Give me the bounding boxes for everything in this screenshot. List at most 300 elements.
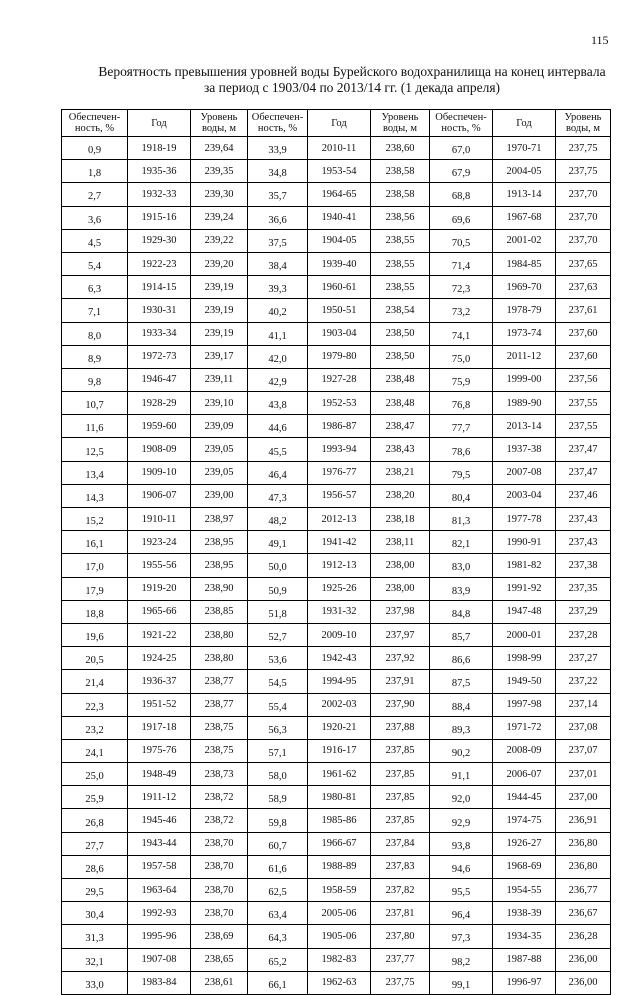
- probability-cell: 50,9: [248, 577, 308, 600]
- year-cell: 1906-07: [128, 484, 191, 507]
- year-cell: 1934-35: [493, 925, 556, 948]
- probability-cell: 19,6: [62, 623, 128, 646]
- water-level-cell: 238,80: [191, 623, 248, 646]
- probability-table: [61, 109, 611, 995]
- water-level-cell: 237,56: [556, 368, 611, 391]
- year-cell: 1968-69: [493, 855, 556, 878]
- water-level-cell: 237,55: [556, 392, 611, 415]
- year-cell: 1974-75: [493, 809, 556, 832]
- year-cell: 1952-53: [308, 392, 371, 415]
- water-level-cell: 239,19: [191, 276, 248, 299]
- water-level-cell: 237,55: [556, 415, 611, 438]
- year-cell: 1942-43: [308, 647, 371, 670]
- table-row: [62, 623, 611, 646]
- table-row: [62, 137, 611, 160]
- year-cell: 1978-79: [493, 299, 556, 322]
- probability-cell: 70,5: [430, 229, 493, 252]
- probability-cell: 50,0: [248, 554, 308, 577]
- table-row: [62, 600, 611, 623]
- water-level-cell: 237,43: [556, 531, 611, 554]
- table-row: [62, 577, 611, 600]
- year-cell: 1980-81: [308, 786, 371, 809]
- year-cell: 1981-82: [493, 554, 556, 577]
- water-level-cell: 239,05: [191, 461, 248, 484]
- water-level-cell: 238,72: [191, 809, 248, 832]
- water-level-cell: 237,14: [556, 693, 611, 716]
- year-cell: 1951-52: [128, 693, 191, 716]
- probability-cell: 46,4: [248, 461, 308, 484]
- probability-cell: 97,3: [430, 925, 493, 948]
- year-cell: 1954-55: [493, 879, 556, 902]
- table-row: [62, 948, 611, 971]
- probability-cell: 83,9: [430, 577, 493, 600]
- probability-cell: 63,4: [248, 902, 308, 925]
- year-cell: 1917-18: [128, 716, 191, 739]
- table-row: [62, 252, 611, 275]
- year-cell: 2012-13: [308, 508, 371, 531]
- table-row: [62, 276, 611, 299]
- water-level-cell: 238,11: [371, 531, 430, 554]
- table-row: [62, 971, 611, 994]
- table-row: [62, 739, 611, 762]
- table-row: [62, 670, 611, 693]
- probability-cell: 90,2: [430, 739, 493, 762]
- probability-cell: 82,1: [430, 531, 493, 554]
- water-level-cell: 237,47: [556, 461, 611, 484]
- probability-cell: 80,4: [430, 484, 493, 507]
- probability-cell: 37,5: [248, 229, 308, 252]
- probability-cell: 3,6: [62, 206, 128, 229]
- table-row: [62, 763, 611, 786]
- water-level-cell: 237,80: [371, 925, 430, 948]
- water-level-cell: 237,75: [556, 160, 611, 183]
- probability-cell: 87,5: [430, 670, 493, 693]
- year-cell: 1933-34: [128, 322, 191, 345]
- water-level-cell: 237,70: [556, 229, 611, 252]
- water-level-cell: 237,28: [556, 623, 611, 646]
- probability-cell: 24,1: [62, 739, 128, 762]
- water-level-cell: 237,83: [371, 855, 430, 878]
- water-level-cell: 238,58: [371, 160, 430, 183]
- year-cell: 1985-86: [308, 809, 371, 832]
- water-level-cell: 238,90: [191, 577, 248, 600]
- table-row: [62, 902, 611, 925]
- probability-cell: 72,3: [430, 276, 493, 299]
- probability-cell: 77,7: [430, 415, 493, 438]
- probability-cell: 58,0: [248, 763, 308, 786]
- water-level-cell: 237,91: [371, 670, 430, 693]
- water-level-cell: 237,35: [556, 577, 611, 600]
- year-cell: 1991-92: [493, 577, 556, 600]
- year-cell: 1955-56: [128, 554, 191, 577]
- year-cell: 1946-47: [128, 368, 191, 391]
- year-cell: 1976-77: [308, 461, 371, 484]
- probability-cell: 39,3: [248, 276, 308, 299]
- probability-cell: 34,8: [248, 160, 308, 183]
- water-level-cell: 239,22: [191, 229, 248, 252]
- year-cell: 1979-80: [308, 345, 371, 368]
- table-row: [62, 832, 611, 855]
- water-level-cell: 237,75: [371, 971, 430, 994]
- probability-cell: 68,8: [430, 183, 493, 206]
- probability-cell: 45,5: [248, 438, 308, 461]
- year-cell: 2000-01: [493, 623, 556, 646]
- water-level-cell: 237,97: [371, 623, 430, 646]
- probability-cell: 59,8: [248, 809, 308, 832]
- table-row: [62, 879, 611, 902]
- year-cell: 1913-14: [493, 183, 556, 206]
- water-level-cell: 238,55: [371, 276, 430, 299]
- year-cell: 1950-51: [308, 299, 371, 322]
- year-cell: 1999-00: [493, 368, 556, 391]
- probability-cell: 75,0: [430, 345, 493, 368]
- year-cell: 1989-90: [493, 392, 556, 415]
- table-row: [62, 786, 611, 809]
- water-level-cell: 237,47: [556, 438, 611, 461]
- table-body: [62, 137, 611, 995]
- year-cell: 1905-06: [308, 925, 371, 948]
- water-level-cell: 238,20: [371, 484, 430, 507]
- year-cell: 1922-23: [128, 252, 191, 275]
- water-level-cell: 239,05: [191, 438, 248, 461]
- year-cell: 2007-08: [493, 461, 556, 484]
- water-level-cell: 237,85: [371, 809, 430, 832]
- table-row: [62, 322, 611, 345]
- year-cell: 1966-67: [308, 832, 371, 855]
- probability-cell: 26,8: [62, 809, 128, 832]
- probability-cell: 23,2: [62, 716, 128, 739]
- year-cell: 1958-59: [308, 879, 371, 902]
- probability-cell: 22,3: [62, 693, 128, 716]
- water-level-cell: 237,27: [556, 647, 611, 670]
- probability-cell: 52,7: [248, 623, 308, 646]
- year-cell: 2010-11: [308, 137, 371, 160]
- probability-cell: 4,5: [62, 229, 128, 252]
- water-level-cell: 239,35: [191, 160, 248, 183]
- water-level-cell: 238,70: [191, 832, 248, 855]
- year-cell: 1994-95: [308, 670, 371, 693]
- table-row: [62, 345, 611, 368]
- year-cell: 1916-17: [308, 739, 371, 762]
- probability-cell: 95,5: [430, 879, 493, 902]
- year-cell: 1988-89: [308, 855, 371, 878]
- year-cell: 1990-91: [493, 531, 556, 554]
- table-row: [62, 368, 611, 391]
- year-cell: 1945-46: [128, 809, 191, 832]
- probability-cell: 21,4: [62, 670, 128, 693]
- year-cell: 1967-68: [493, 206, 556, 229]
- water-level-cell: 237,22: [556, 670, 611, 693]
- probability-cell: 92,0: [430, 786, 493, 809]
- probability-cell: 2,7: [62, 183, 128, 206]
- probability-cell: 58,9: [248, 786, 308, 809]
- year-cell: 1940-41: [308, 206, 371, 229]
- water-level-cell: 238,75: [191, 716, 248, 739]
- header-probability: Обеспечен-ность, %: [62, 110, 128, 137]
- water-level-cell: 237,98: [371, 600, 430, 623]
- probability-cell: 5,4: [62, 252, 128, 275]
- water-level-cell: 239,24: [191, 206, 248, 229]
- year-cell: 1956-57: [308, 484, 371, 507]
- water-level-cell: 238,85: [191, 600, 248, 623]
- year-cell: 1923-24: [128, 531, 191, 554]
- year-cell: 1983-84: [128, 971, 191, 994]
- probability-cell: 6,3: [62, 276, 128, 299]
- water-level-cell: 239,64: [191, 137, 248, 160]
- year-cell: 2011-12: [493, 345, 556, 368]
- title-line-1: Вероятность превышения уровней воды Бурейского водохранилища на конец интервала: [98, 64, 606, 79]
- water-level-cell: 238,55: [371, 229, 430, 252]
- year-cell: 1962-63: [308, 971, 371, 994]
- table-row: [62, 229, 611, 252]
- year-cell: 1930-31: [128, 299, 191, 322]
- table-row: [62, 809, 611, 832]
- water-level-cell: 237,01: [556, 763, 611, 786]
- probability-cell: 75,9: [430, 368, 493, 391]
- probability-cell: 48,2: [248, 508, 308, 531]
- year-cell: 1903-04: [308, 322, 371, 345]
- year-cell: 1939-40: [308, 252, 371, 275]
- year-cell: 1909-10: [128, 461, 191, 484]
- water-level-cell: 237,92: [371, 647, 430, 670]
- probability-cell: 20,5: [62, 647, 128, 670]
- table-row: [62, 508, 611, 531]
- year-cell: 1971-72: [493, 716, 556, 739]
- year-cell: 1953-54: [308, 160, 371, 183]
- year-cell: 1941-42: [308, 531, 371, 554]
- probability-cell: 36,6: [248, 206, 308, 229]
- water-level-cell: 238,73: [191, 763, 248, 786]
- water-level-cell: 238,72: [191, 786, 248, 809]
- probability-cell: 62,5: [248, 879, 308, 902]
- probability-cell: 99,1: [430, 971, 493, 994]
- water-level-cell: 237,38: [556, 554, 611, 577]
- table-row: [62, 716, 611, 739]
- water-level-cell: 236,91: [556, 809, 611, 832]
- header-row: [62, 110, 611, 137]
- year-cell: 1928-29: [128, 392, 191, 415]
- water-level-cell: 238,21: [371, 461, 430, 484]
- water-level-cell: 237,70: [556, 206, 611, 229]
- table-row: [62, 438, 611, 461]
- probability-cell: 57,1: [248, 739, 308, 762]
- probability-cell: 92,9: [430, 809, 493, 832]
- probability-cell: 33,0: [62, 971, 128, 994]
- probability-cell: 13,4: [62, 461, 128, 484]
- year-cell: 1960-61: [308, 276, 371, 299]
- water-level-cell: 236,80: [556, 832, 611, 855]
- year-cell: 1904-05: [308, 229, 371, 252]
- header-water-level: Уровень воды, м: [556, 110, 611, 137]
- table-row: [62, 925, 611, 948]
- probability-cell: 96,4: [430, 902, 493, 925]
- water-level-cell: 237,07: [556, 739, 611, 762]
- probability-cell: 67,9: [430, 160, 493, 183]
- year-cell: 1924-25: [128, 647, 191, 670]
- water-level-cell: 239,17: [191, 345, 248, 368]
- year-cell: 1938-39: [493, 902, 556, 925]
- probability-cell: 43,8: [248, 392, 308, 415]
- probability-cell: 54,5: [248, 670, 308, 693]
- year-cell: 1987-88: [493, 948, 556, 971]
- water-level-cell: 238,70: [191, 879, 248, 902]
- water-level-cell: 238,18: [371, 508, 430, 531]
- table-title: [60, 64, 640, 96]
- year-cell: 1931-32: [308, 600, 371, 623]
- header-water-level: Уровень воды, м: [371, 110, 430, 137]
- year-cell: 1996-97: [493, 971, 556, 994]
- water-level-cell: 238,00: [371, 554, 430, 577]
- probability-cell: 31,3: [62, 925, 128, 948]
- probability-cell: 28,6: [62, 855, 128, 878]
- water-level-cell: 238,47: [371, 415, 430, 438]
- year-cell: 2001-02: [493, 229, 556, 252]
- probability-cell: 85,7: [430, 623, 493, 646]
- table-row: [62, 647, 611, 670]
- year-cell: 1948-49: [128, 763, 191, 786]
- water-level-cell: 236,77: [556, 879, 611, 902]
- water-level-cell: 237,88: [371, 716, 430, 739]
- water-level-cell: 238,58: [371, 183, 430, 206]
- probability-cell: 27,7: [62, 832, 128, 855]
- probability-cell: 16,1: [62, 531, 128, 554]
- year-cell: 1977-78: [493, 508, 556, 531]
- year-cell: 1912-13: [308, 554, 371, 577]
- water-level-cell: 237,75: [556, 137, 611, 160]
- probability-cell: 71,4: [430, 252, 493, 275]
- water-level-cell: 239,20: [191, 252, 248, 275]
- year-cell: 1947-48: [493, 600, 556, 623]
- year-cell: 1993-94: [308, 438, 371, 461]
- water-level-cell: 238,97: [191, 508, 248, 531]
- water-level-cell: 238,77: [191, 693, 248, 716]
- probability-cell: 42,9: [248, 368, 308, 391]
- year-cell: 2013-14: [493, 415, 556, 438]
- probability-cell: 98,2: [430, 948, 493, 971]
- water-level-cell: 237,70: [556, 183, 611, 206]
- water-level-cell: 239,19: [191, 299, 248, 322]
- header-probability: Обеспечен-ность, %: [430, 110, 493, 137]
- water-level-cell: 239,19: [191, 322, 248, 345]
- probability-cell: 40,2: [248, 299, 308, 322]
- page-number: 115: [591, 33, 609, 47]
- header-water-level: Уровень воды, м: [191, 110, 248, 137]
- probability-cell: 76,8: [430, 392, 493, 415]
- probability-cell: 61,6: [248, 855, 308, 878]
- probability-cell: 88,4: [430, 693, 493, 716]
- year-cell: 1973-74: [493, 322, 556, 345]
- water-level-cell: 236,80: [556, 855, 611, 878]
- water-level-cell: 238,70: [191, 855, 248, 878]
- year-cell: 1919-20: [128, 577, 191, 600]
- water-level-cell: 237,29: [556, 600, 611, 623]
- water-level-cell: 237,65: [556, 252, 611, 275]
- year-cell: 1965-66: [128, 600, 191, 623]
- water-level-cell: 237,77: [371, 948, 430, 971]
- probability-cell: 0,9: [62, 137, 128, 160]
- water-level-cell: 237,60: [556, 345, 611, 368]
- table-row: [62, 392, 611, 415]
- water-level-cell: 238,55: [371, 252, 430, 275]
- water-level-cell: 236,00: [556, 948, 611, 971]
- probability-cell: 11,6: [62, 415, 128, 438]
- water-level-cell: 237,00: [556, 786, 611, 809]
- probability-cell: 49,1: [248, 531, 308, 554]
- probability-cell: 9,8: [62, 368, 128, 391]
- probability-cell: 94,6: [430, 855, 493, 878]
- water-level-cell: 237,90: [371, 693, 430, 716]
- year-cell: 1920-21: [308, 716, 371, 739]
- water-level-cell: 237,85: [371, 786, 430, 809]
- water-level-cell: 238,54: [371, 299, 430, 322]
- year-cell: 1964-65: [308, 183, 371, 206]
- water-level-cell: 238,95: [191, 531, 248, 554]
- year-cell: 1970-71: [493, 137, 556, 160]
- probability-cell: 17,0: [62, 554, 128, 577]
- probability-cell: 7,1: [62, 299, 128, 322]
- water-level-cell: 237,84: [371, 832, 430, 855]
- year-cell: 2004-05: [493, 160, 556, 183]
- probability-cell: 67,0: [430, 137, 493, 160]
- probability-cell: 81,3: [430, 508, 493, 531]
- table-row: [62, 693, 611, 716]
- year-cell: 1926-27: [493, 832, 556, 855]
- probability-cell: 79,5: [430, 461, 493, 484]
- water-level-cell: 238,50: [371, 322, 430, 345]
- year-cell: 1992-93: [128, 902, 191, 925]
- year-cell: 1927-28: [308, 368, 371, 391]
- probability-cell: 18,8: [62, 600, 128, 623]
- year-cell: 1959-60: [128, 415, 191, 438]
- probability-cell: 29,5: [62, 879, 128, 902]
- probability-cell: 64,3: [248, 925, 308, 948]
- probability-cell: 32,1: [62, 948, 128, 971]
- title-line-2: за период с 1903/04 по 2013/14 гг. (1 декада апреля): [203, 80, 501, 95]
- water-level-cell: 237,85: [371, 739, 430, 762]
- probability-cell: 51,8: [248, 600, 308, 623]
- probability-cell: 10,7: [62, 392, 128, 415]
- year-cell: 1963-64: [128, 879, 191, 902]
- water-level-cell: 236,28: [556, 925, 611, 948]
- probability-cell: 1,8: [62, 160, 128, 183]
- water-level-cell: 239,00: [191, 484, 248, 507]
- year-cell: 1975-76: [128, 739, 191, 762]
- table-row: [62, 531, 611, 554]
- probability-cell: 86,6: [430, 647, 493, 670]
- water-level-cell: 237,43: [556, 508, 611, 531]
- water-level-cell: 238,70: [191, 902, 248, 925]
- year-cell: 1929-30: [128, 229, 191, 252]
- probability-cell: 73,2: [430, 299, 493, 322]
- probability-cell: 15,2: [62, 508, 128, 531]
- year-cell: 1918-19: [128, 137, 191, 160]
- year-cell: 1997-98: [493, 693, 556, 716]
- probability-cell: 91,1: [430, 763, 493, 786]
- year-cell: 1932-33: [128, 183, 191, 206]
- water-level-cell: 237,63: [556, 276, 611, 299]
- probability-cell: 84,8: [430, 600, 493, 623]
- year-cell: 1944-45: [493, 786, 556, 809]
- year-cell: 2008-09: [493, 739, 556, 762]
- water-level-cell: 238,00: [371, 577, 430, 600]
- year-cell: 1984-85: [493, 252, 556, 275]
- water-level-cell: 237,81: [371, 902, 430, 925]
- table-row: [62, 554, 611, 577]
- water-level-cell: 238,77: [191, 670, 248, 693]
- year-cell: 1921-22: [128, 623, 191, 646]
- year-cell: 2002-03: [308, 693, 371, 716]
- header-year: Год: [308, 110, 371, 137]
